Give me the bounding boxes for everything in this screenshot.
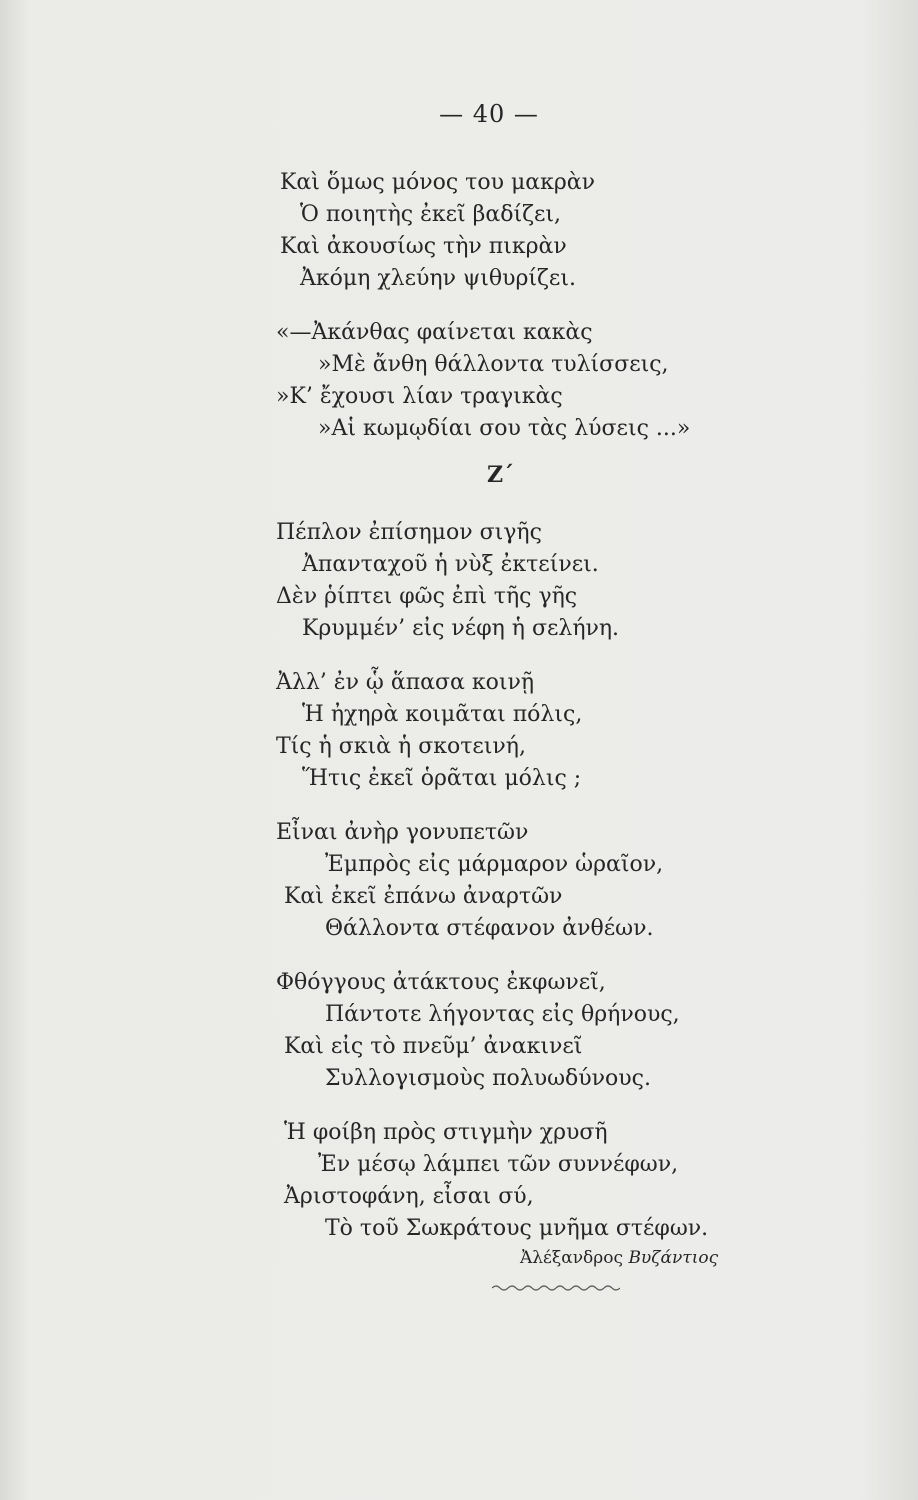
poem-line: Ἡ ἠχηρὰ κοιμᾶται πόλις, [302,702,583,727]
poem-line: »Κ’ ἔχουσι λίαν τραγικὰς [276,384,563,409]
author-first-name: Ἀλέξανδρος [520,1248,624,1268]
poem-line: Ἐν μέσῳ λάμπει τῶν συννέφων, [318,1152,679,1177]
poem-line: Ἥτις ἐκεῖ ὁρᾶται μόλις ; [302,766,582,791]
poem-line: Θάλλοντα στέφανον ἀνθέων. [325,916,654,941]
poem-line: Ἀριστοφάνη, εἶσαι σύ, [284,1184,534,1209]
poem-line: Πάντοτε λήγοντας εἰς θρήνους, [325,1002,680,1027]
poem-line: Καὶ ἐκεῖ ἐπάνω ἀναρτῶν [284,884,563,909]
poem-line: Ἀπανταχοῦ ἡ νὺξ ἐκτείνει. [302,552,599,577]
poem-line: Τίς ἡ σκιὰ ἡ σκοτεινή, [276,734,526,759]
section-mark: Ζ΄ [487,462,515,488]
poem-line: «—Ἀκάνθας φαίνεται κακὰς [276,320,593,345]
poem-line: Φθόγγους ἀτάκτους ἐκφωνεῖ, [276,970,606,995]
poem-line: Ἀκόμη χλεύην ψιθυρίζει. [300,266,576,291]
poem-line: Καὶ εἰς τὸ πνεῦμ’ ἀνακινεῖ [284,1034,583,1059]
poem-line: Καὶ ἀκουσίως τὴν πικρὰν [280,234,567,259]
poem-line: Ἀλλ’ ἐν ᾧ ἅπασα κοινῇ [276,670,535,695]
author-signature [520,1248,718,1268]
poem-line: »Αἱ κωμῳδίαι σου τὰς λύσεις ...» [318,416,691,441]
poem-line: Εἶναι ἀνὴρ γονυπετῶν [276,820,529,845]
poem-line: Συλλογισμοὺς πολυωδύνους. [325,1066,651,1091]
author-last-name: Βυζάντιος [628,1248,719,1268]
poem-line: Ἐμπρὸς εἰς μάρμαρον ὡραῖον, [325,852,664,877]
poem-line: »Μὲ ἄνθη θάλλοντα τυλίσσεις, [318,352,669,377]
poem-line: Ἡ φοίβη πρὸς στιγμὴν χρυσῆ [284,1120,608,1145]
page-number: — 40 — [439,100,539,128]
poem-line: Κρυμμέν’ εἰς νέφη ἡ σελήνη. [302,616,620,641]
poem-line: Δὲν ῥίπτει φῶς ἐπὶ τῆς γῆς [276,584,578,609]
poem-line: Τὸ τοῦ Σωκράτους μνῆμα στέφων. [325,1216,709,1241]
poem-line: Καὶ ὅμως μόνος του μακρὰν [280,170,596,195]
wavy-rule [492,1283,620,1293]
poem-line: Πέπλον ἐπίσημον σιγῆς [276,520,542,545]
poem-line: Ὁ ποιητὴς ἐκεῖ βαδίζει, [300,202,562,227]
